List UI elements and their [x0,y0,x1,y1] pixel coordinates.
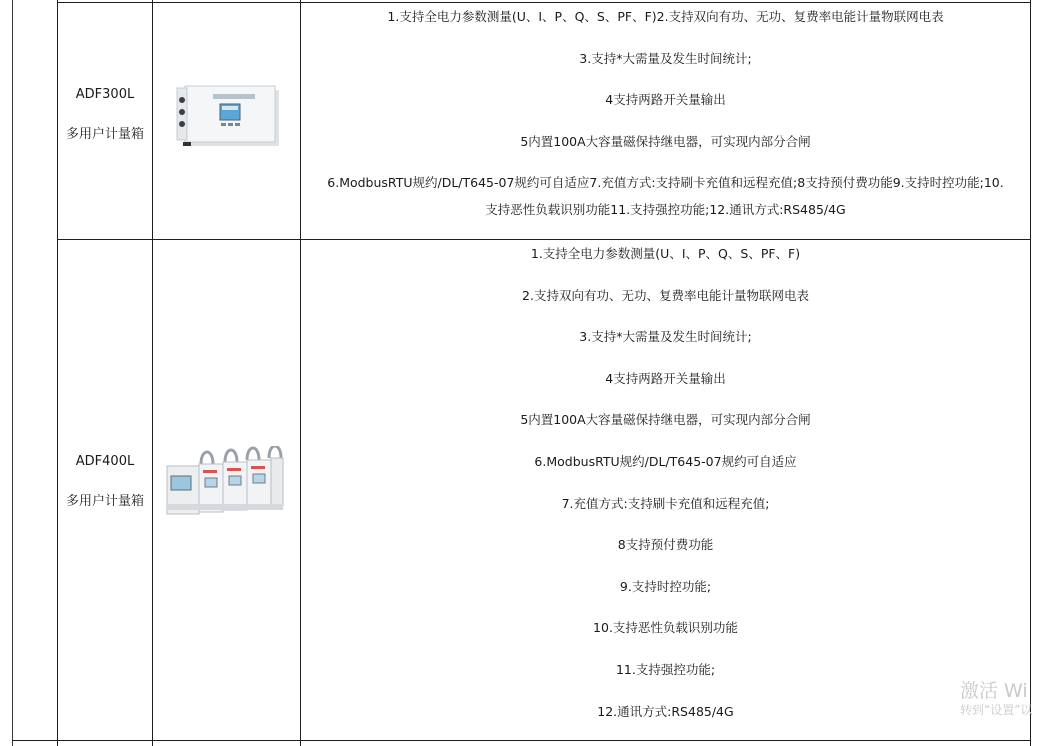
adf300l-product-image [153,78,300,158]
feature-line: 12.通讯方式:RS485/4G [597,703,734,719]
feature-list-adf300l [301,8,1030,218]
feature-line: 1.支持全电力参数测量(U、I、P、Q、S、PF、F)2.支持双向有功、无功、复费率电能计量物联网电表 [387,9,944,24]
watermark-line2: 转到“设置”以 [960,703,1033,717]
feature-line: 1.支持全电力参数测量(U、I、P、Q、S、PF、F) [530,246,801,261]
grid-line [57,2,1031,3]
feature-line: 3.支持*大需量及发生时间统计; [579,50,752,66]
grid-line [12,0,13,746]
feature-line: 支持恶性负载识别功能11.支持强控功能;12.通讯方式:RS485/4G [485,202,846,218]
activation-watermark [960,680,1039,718]
feature-line: 7.充值方式:支持刷卡充值和远程充值; [561,495,770,511]
product-model: ADF300L [75,87,135,102]
product-image-cell [153,78,300,158]
feature-line: 6.ModbusRTU规约/DL/T645-07规约可自适应 [534,453,797,469]
feature-line: 3.支持*大需量及发生时间统计; [579,329,752,345]
feature-line: 8支持预付费功能 [617,537,714,553]
feature-line: 9.支持时控功能; [619,578,712,594]
feature-line: 2.支持双向有功、无功、复费率电能计量物联网电表 [522,287,809,303]
feature-line: 5内置100A大容量磁保持继电器，可实现内部分合闸 [520,412,811,428]
feature-line: 4支持两路开关量输出 [605,92,726,108]
feature-list-adf400l [301,245,1030,720]
watermark-line1: 激活 Wi [960,680,1028,702]
feature-line: 6.ModbusRTU规约/DL/T645-07规约可自适应7.充值方式:支持刷卡充值和远程充值;8支持预付费功能9.支持时控功能;10. [327,175,1004,191]
feature-line: 10.支持恶性负载识别功能 [593,620,738,636]
product-type: 多用户计量箱 [65,494,144,509]
grid-line [57,740,1031,741]
grid-line [1030,0,1031,746]
feature-line: 4支持两路开关量输出 [605,370,726,386]
product-name-cell [58,453,152,511]
product-name-cell [58,86,152,144]
adf400l-product-image [153,446,300,526]
feature-line: 11.支持强控功能; [615,661,716,677]
grid-line [12,740,58,741]
feature-line: 5内置100A大容量磁保持继电器，可实现内部分合闸 [520,133,811,149]
product-type: 多用户计量箱 [65,127,144,142]
product-model: ADF400L [75,454,135,469]
product-image-cell [153,446,300,526]
grid-line [57,239,1031,240]
